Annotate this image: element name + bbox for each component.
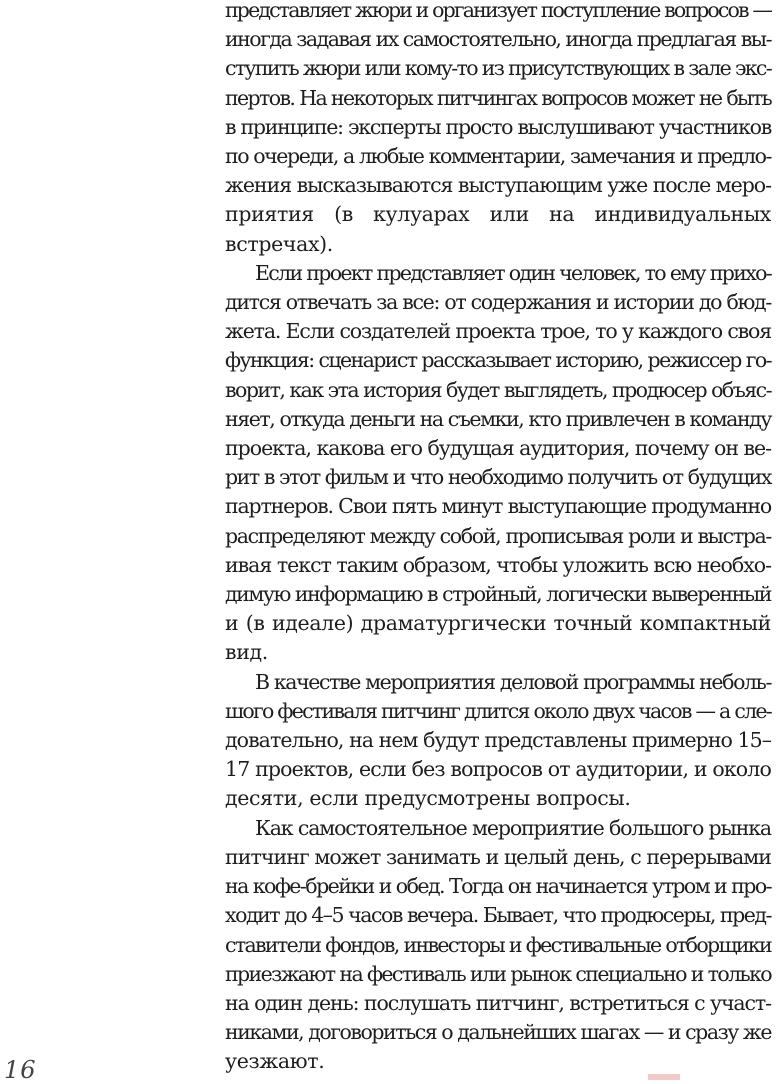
- text-line: по очереди, а любые комментарии, замечания и предло-: [225, 144, 771, 169]
- paragraph-1: [225, 0, 771, 259]
- text-line: рит в этот фильм и что необходимо получить от будущих: [225, 465, 771, 490]
- text-line: ворит, как эта история будет выглядеть, продюсер объяс-: [225, 377, 771, 402]
- paragraph-2: [225, 259, 771, 668]
- text-line: иногда задавая их самостоятельно, иногда предлагая вы-: [225, 27, 771, 52]
- text-line: никами, договориться о дальнейших шагах — и сразу же: [225, 1020, 771, 1045]
- text-line: партнеров. Свои пять минут выступающие продуманно: [225, 494, 771, 519]
- text-line: питчинг может занимать и целый день, с перерывами: [225, 844, 771, 869]
- text-line: ступить жюри или кому-то из присутствующих в зале экс-: [225, 56, 771, 81]
- text-line: дится отвечать за все: от содержания и истории до бюд-: [225, 290, 771, 315]
- text-line: ивая текст таким образом, чтобы уложить всю необхо-: [225, 552, 771, 577]
- text-line: Как самостоятельное мероприятие большого рынка: [255, 815, 771, 840]
- text-line: довательно, на нем будут представлены примерно 15–: [225, 728, 771, 753]
- text-line: В качестве мероприятия деловой программы неболь-: [255, 669, 771, 694]
- text-line: и (в идеале) драматургически точный компактный вид.: [225, 611, 771, 665]
- text-line: на кофе-брейки и обед. Тогда он начинается утром и про-: [225, 874, 771, 899]
- text-line: ходит до 4–5 часов вечера. Бывает, что продюсеры, пред-: [225, 903, 771, 928]
- text-line: приезжают на фестиваль или рынок специально и только: [225, 961, 771, 986]
- text-line: шого фестиваля питчинг длится около двух часов — а сле-: [225, 698, 771, 723]
- text-line: десяти, если предусмотрены вопросы.: [225, 786, 631, 811]
- text-line: уезжают.: [225, 1049, 325, 1074]
- text-line: в принципе: эксперты просто выслушивают участников: [225, 114, 771, 139]
- text-line: жета. Если создателей проекта трое, то у каждого своя: [225, 319, 771, 344]
- text-line: няет, откуда деньги на съемки, кто привлечен в команду: [225, 406, 771, 431]
- text-line: проекта, какова его будущая аудитория, почему он ве-: [225, 436, 771, 461]
- text-line: жения высказываются выступающим уже после меро-: [225, 173, 771, 198]
- text-line: Если проект представляет один человек, то ему прихо-: [255, 260, 771, 285]
- page-edge-mark: [648, 1074, 680, 1080]
- text-line: приятия (в кулуарах или на индивидуальных встречах).: [225, 202, 771, 256]
- text-line: димую информацию в стройный, логически выверенный: [225, 582, 771, 607]
- text-line: 17 проектов, если без вопросов от аудитории, и около: [225, 757, 771, 782]
- paragraph-3: [225, 668, 771, 814]
- body-text: [225, 0, 771, 1077]
- text-line: ставители фондов, инвесторы и фестивальные отборщики: [225, 932, 771, 957]
- text-line: представляет жюри и организует поступление вопросов —: [225, 0, 771, 22]
- text-line: распределяют между собой, прописывая роли и выстра-: [225, 523, 771, 548]
- paragraph-4: [225, 814, 771, 1077]
- text-line: пертов. На некоторых питчингах вопросов может не быть: [225, 85, 771, 110]
- page-number: 16: [4, 1056, 37, 1084]
- text-line: на один день: послушать питчинг, встретиться с участ-: [225, 990, 771, 1015]
- text-line: функция: сценарист рассказывает историю, режиссер го-: [225, 348, 771, 373]
